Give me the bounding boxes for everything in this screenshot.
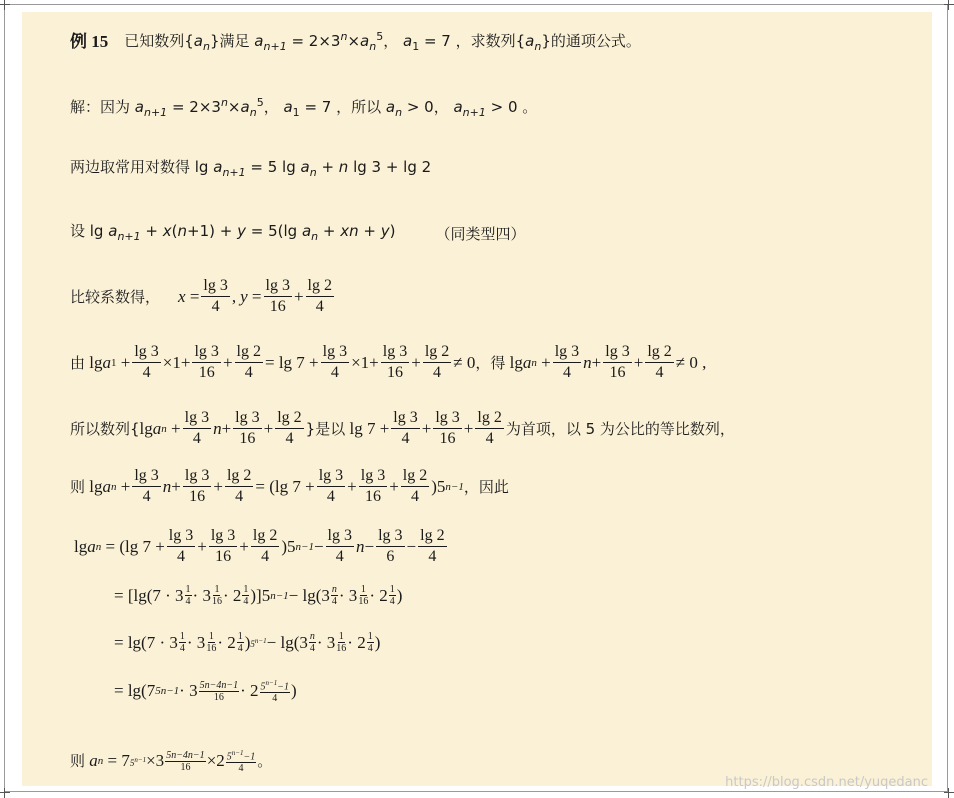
corner-mark xyxy=(944,792,954,793)
derivation-line-3: = lg(7 · 3 1 4 · 3 1 16 · 2 1 4 ) $5^{n-1}$ − lg(3 n 4 · 3 1 16 · 2 1 4 ) xyxy=(114,631,381,654)
watermark: https://blog.csdn.net/yuqedanc xyxy=(725,775,928,790)
solution-step-5: 由 lg a 1 + $\frac{\lg 3}{4}$ ×1+ $\frac{\lg 3}{16}$ + $\frac{\lg 2}{4}$ = lg 7 + $\frac{\lg 3}{4}$ ×1+ $\frac{\lg 3}{16}$ + $\frac{\lg 2}{4}$ ≠ 0 ，得 lg a n + $\frac{\lg 3}{4}$ n + $\frac{\lg 3}{16}$ + $\frac{\lg 2}{4}$ ≠ 0 , xyxy=(70,343,707,381)
derivation-line-2: = [lg(7 · 3 1 4 · 3 1 16 · 2 1 4 )]5 n−1 − lg(3 n 4 · 3 1 16 · 2 1 4 ) xyxy=(114,584,403,607)
solution-step-2: 两边取常用对数得 $\lg a_{n+1} = 5$ $\lg a_n + n$ lg 3 + lg 2 xyxy=(70,158,432,179)
corner-mark xyxy=(944,4,954,5)
step-3-note: （同类型四） xyxy=(435,225,526,243)
corner-mark xyxy=(4,788,5,798)
solution-step-3: 设 $\lg a_{n+1} + x(n+1) + y = 5(\lg$ $a_n$ + xn + y) （同类型四） xyxy=(70,222,526,243)
derivation-line-1: lg a n = (lg 7 + $\frac{\lg 3}{4}$ + $\frac{\lg 3}{16}$ + $\frac{\lg 2}{4}$ )5 n−1 − $\frac{\lg 3}{4}$ n − $\frac{\lg 3}{6}$ − $\frac{\lg 2}{4}$ xyxy=(74,527,445,565)
problem-label: 例 15 xyxy=(70,32,109,51)
final-answer: 则 a n = 7 $5^{n-1}$ ×3 5n−4n−1 16 ×2 $5^{n-1}-1$ 4 。 xyxy=(70,749,273,775)
problem-statement xyxy=(70,26,641,58)
corner-mark xyxy=(948,0,949,10)
document-page xyxy=(22,12,932,786)
solution-step-6: 所以数列{ lg a n + $\frac{\lg 3}{4}$ n + $\frac{\lg 3}{16}$ + $\frac{\lg 2}{4}$ }是以 lg 7 + $\frac{\lg 3}{4}$ + $\frac{\lg 3}{16}$ + $\frac{\lg 2}{4}$ 为首项，以 5 为公比的等比数列， xyxy=(70,409,735,447)
corner-mark xyxy=(948,788,949,798)
solution-step-4: 比较系数得， x = $\frac{\lg 3}{4}$ , y = $\frac{\lg 3}{16}$ + $\frac{\lg 2}{4}$ xyxy=(70,277,332,315)
solution-step-1: 解：因为 $a_{n+1} = 2\times 3^n\times a_n^5$， $a_1 = 7$ ，所以 $a_n > 0$， $a_{n+1} > 0$ 。 xyxy=(70,96,538,119)
corner-mark xyxy=(0,4,10,5)
derivation-line-4: = lg(7 5n−1 · 3 5n−4n−1 16 · 2 $5^{n-1}-1$ 4 ) xyxy=(114,679,297,705)
solution-step-7: 则 lg a n + $\frac{\lg 3}{4}$ n + $\frac{\lg 3}{16}$ + $\frac{\lg 2}{4}$ = (lg 7 + $\frac{\lg 3}{4}$ + $\frac{\lg 3}{16}$ + $\frac{\lg 2}{4}$ )5 n−1 ，因此 xyxy=(70,467,509,505)
corner-mark xyxy=(0,792,10,793)
problem-text: 已知数列$\{a_n\}$满足 $a_{n+1} = 2\times 3^n\times a_n^5$， $a_1 = 7$ ，求数列$\{a_n\}$的通项公式。 xyxy=(124,30,641,53)
corner-mark xyxy=(4,0,5,10)
